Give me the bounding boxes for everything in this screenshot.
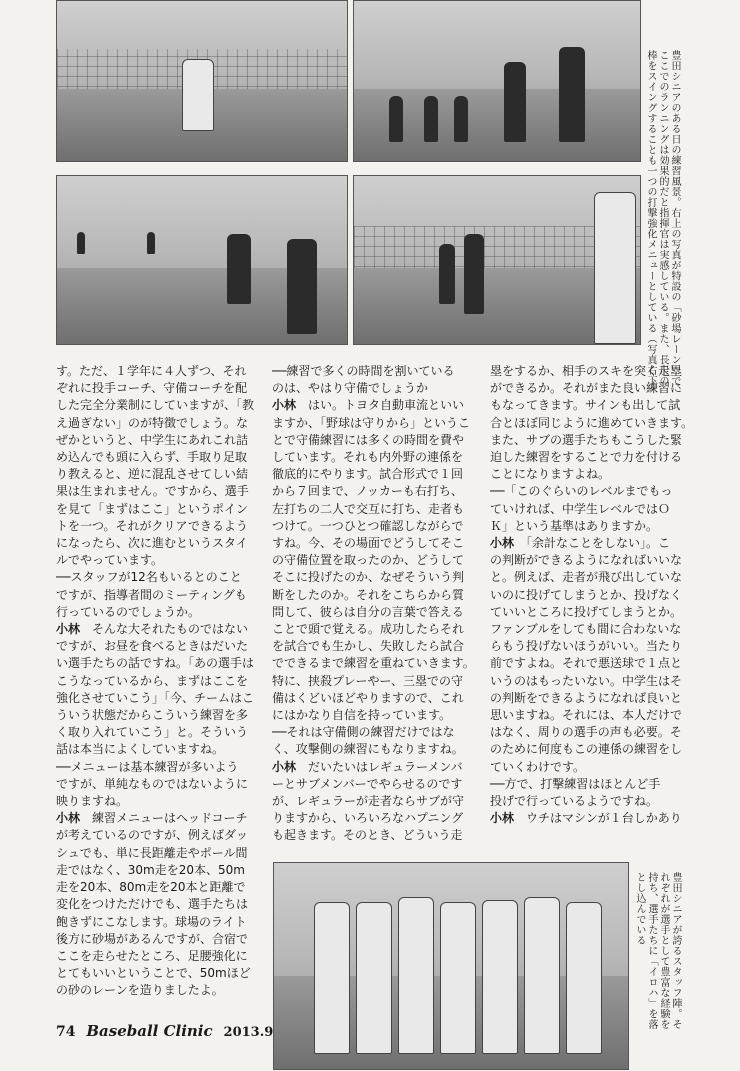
answer-text: だいたいはレギュラーメンバ ーとサブメンバーでやらせるのです が、レギュラーが走者ならサブが守 りますから、いろいろなハプニング も起きます。そのとき、どういう走 [272,759,465,843]
answer-paragraph [490,535,686,776]
player-figure [77,232,85,254]
speaker-name: 小林 [56,811,81,826]
article-column-2 [272,363,482,845]
staff-figure [440,902,476,1054]
player-figure [227,234,251,304]
interviewer-question: ──それは守備側の練習だけではな く、攻撃側の練習にもなりますね。 [272,725,464,757]
staff-figure [566,902,602,1054]
player-figure [287,239,317,334]
answer-paragraph [490,810,686,827]
photo-sand-lane-running [353,0,641,162]
player-figure [182,59,214,131]
answer-paragraph [272,397,482,724]
photo-pitcher [56,0,348,162]
answer-text: そんな大それたものではない ですが、お昼を食べるときはだいた い選手たちの話ですね。「あの選手は こうなっているから、まずはここを 強化させていこう」「今、チームはこ ういう状態だからこういう練習を多 く取り入れていこう」と。そういう 話は本当によくしていますね。 [56,622,255,757]
player-figure [504,62,526,142]
player-figure [464,234,484,314]
speaker-name: 小林 [56,622,81,637]
staff-figure [524,897,560,1054]
interviewer-question: ──「このぐらいのレベルまでもっ ていければ、中学生レベルではＯ Ｋ」という基準はありますか。 [490,484,673,533]
speaker-name: 小林 [490,811,515,826]
speaker-name: 小林 [272,759,297,774]
answer-text: 「余計なことをしない」。こ の判断ができるようになればいいな と。例えば、走者が飛び出していな いのに投げてしまうとか、投げなく ていいところに投げてしまうとか。 ファンブルをしても間に合わないな らもう投げないほうがいい。当たり 前ですよね。それで悪送球で１点と いうのはもったいない。中学生はそ の判断をできるようになれば良いと 思いますね。それには、本人だけで はなく、周りの選手の声も必要。そ のために何度もこの連係の練習をし ていくわけです。 [490,536,683,774]
photo-caption-top: 豊田シニアのある日の練習風景。右上の写真が特設の「砂場レーン」で、 ここでのランニングは効果的だと指揮官は実感している。また、長尺の 棒をスイングすることも一つの打撃強化メニューとしている（写真右下） [645,50,680,397]
answer-text: 練習メニューはヘッドコーチ が考えているのですが、例えばダッ シュでも、単に長距離走やポール間 走ではなく、30m走を20本、50m 走を20本、80m走を20本と距離で 変化をつけただけでも、選手たちは 飽きずにこなします。球場のライト 後方に砂場があるんですが、合宿で ここを走らせたところ、足腰強化に とてもいいということで、50mほど の砂のレーンを造りましたよ。 [56,811,251,998]
photo-field-running [56,175,348,345]
interviewer-question: ──スタッフが12名もいるとのこと ですが、指導者間のミーティングも 行っているのでしょうか。 [56,570,247,619]
article-column-3 [490,363,694,827]
player-figure [594,192,636,344]
answer-text: はい。トヨタ自動車流といい ますか、「野球は守りから」というこ とで守備練習には多くの時間を費や しています。それも内外野の連係を 徹底的にやります。試合形式で１回 から７回まで、ノッカーも右打ち、 左打ちの二人で交互に打ち、走者も つけて。一つひとつ確認しながらで すね。今、その場面でどうしてそこ の守備位置を取ったのか、どうして そこに投げたのか、なぜそういう判 断をしたのか。それをこちらから質 問して、彼らは自分の言葉で答える ことで頭で覚える。成功したらそれ を試合でも生かし、失敗したら試合 でできるまで練習を重ねていきます。 特に、挟殺プレーやー、三塁での守 備はくどいほどやりますので、これ にはかなり自信を持っています。 [272,398,475,723]
magazine-title: Baseball Clinic [86,1022,213,1040]
player-figure [147,232,155,254]
staff-figure [398,897,434,1054]
speaker-name: 小林 [490,536,515,551]
issue-date: 2013.9 [223,1025,274,1040]
interviewer-question: ──練習で多くの時間を割いている のは、やはり守備でしょうか [272,364,455,396]
answer-paragraph [56,621,264,759]
player-figure [424,96,438,142]
photo-long-bat-swing [353,175,641,345]
staff-figure [314,902,350,1054]
staff-figure [356,902,392,1054]
answer-paragraph [56,810,264,999]
answer-text: ウチはマシンが１台しかあり [514,811,682,826]
player-figure [454,96,468,142]
answer-paragraph [272,759,482,845]
player-figure [559,47,585,142]
player-figure [439,244,455,304]
page-footer [56,1022,273,1040]
speaker-name: 小林 [272,398,297,413]
article-column-1 [56,363,264,1000]
photo-caption-bottom: 豊田シニアが誇るスタッフ陣。そ れぞれが選手として豊富な経験を 持ち、選手たちに「イロハ」を落 とし込んでいる [634,872,681,1030]
staff-figure [482,900,518,1054]
interviewer-question: ──方で、打撃練習はほとんど手 投げで行っているようですね。 [490,776,661,809]
player-figure [389,96,403,142]
photo-staff-group [273,862,629,1070]
interviewer-question: ──メニューは基本練習が多いよう ですが、単純なものではないように 映りますね。 [56,759,249,809]
paragraph: す。ただ、１学年に４人ずつ、それ ぞれに投手コーチ、守備コーチを配 した完全分業制にしていますが、「教 え過ぎない」のが特徴でしょう。な ぜかというと、中学生にあれこれ詰 め込んでも頭に入らず、手取り足取 り教えると、逆に混乱させてしい結 果は生まれません。ですから、選手 を見て「まずはここ」というポイン トを一つ。それがクリアできるよう になったら、次に進むというスタイ ルでやっています。 [56,364,255,568]
paragraph: 塁をするか、相手のスキを突く走塁 ができるか。それがまた良い練習に もなってきます。サインも出して試 合とほぼ同じように進めていきます。 また、サブの選手たちもこうした緊 迫した練習をすることで力を付ける ことになりますよね。 [490,364,694,482]
page-number: 74 [56,1024,76,1040]
